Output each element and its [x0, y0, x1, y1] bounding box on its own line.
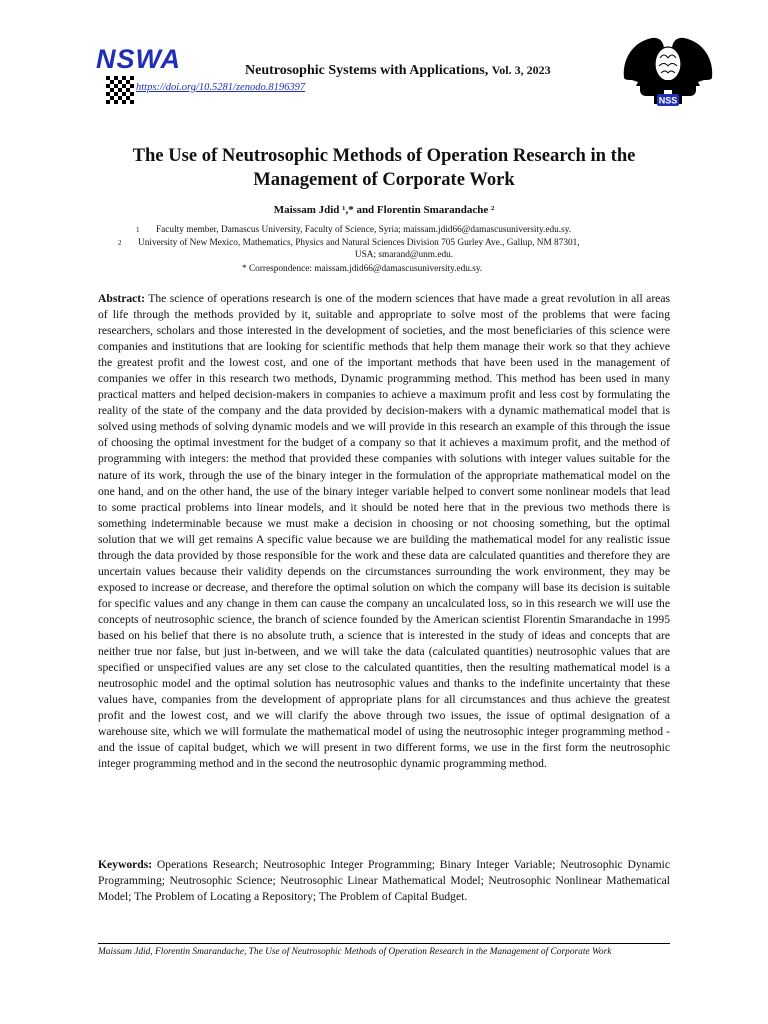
- journal-title: Neutrosophic Systems with Applications,: [245, 63, 489, 78]
- affiliation-1-text: Faculty member, Damascus University, Faculty of Science, Syria; maissam.jdid66@damascusuniversity.edu.sy.: [156, 225, 572, 235]
- affiliation-1: [136, 224, 571, 236]
- abstract-label: Abstract:: [98, 292, 146, 305]
- abstract: [98, 291, 670, 772]
- title-line-2: Management of Corporate Work: [253, 169, 515, 190]
- page-footer: Maissam Jdid, Florentin Smarandache, The Use of Neutrosophic Methods of Operation Research in the Management of Corporate Work: [98, 947, 612, 957]
- journal-volume: Vol. 3, 2023: [491, 63, 551, 77]
- correspondence: * Correspondence: maissam.jdid66@damascusuniversity.edu.sy.: [242, 264, 483, 274]
- bulb-icon: [655, 47, 681, 81]
- checkerboard-icon: [106, 76, 134, 104]
- affiliation-2: [118, 237, 670, 261]
- paper-title: [90, 144, 678, 192]
- journal-name: [245, 63, 551, 79]
- affiliation-2-text: University of New Mexico, Mathematics, Physics and Natural Sciences Division 705 Gurley Ave., Gallup, NM 87301,: [138, 238, 580, 248]
- affiliation-2-number: 2: [118, 239, 122, 247]
- footer-divider: [98, 943, 670, 944]
- nswa-logo-text: NSWA: [96, 44, 181, 74]
- doi-link[interactable]: https://doi.org/10.5281/zenodo.8196397: [136, 82, 306, 93]
- nss-badge-text: NSS: [658, 95, 678, 106]
- title-line-1: The Use of Neutrosophic Methods of Operation Research in the: [132, 145, 636, 166]
- journal-logo-left: [96, 44, 196, 116]
- affiliation-2-continued: USA; smarand@unm.edu.: [354, 250, 454, 260]
- nss-logo: [618, 30, 718, 120]
- abstract-text: The science of operations research is one of the modern sciences that have made a great revolution in all areas of life through the methods provided by it, suitable and appropriate to solve most of the problems that were facing researchers, scholars and those interested in the development of societies, and the most beneficiaries of this science were companies and institutions that are looking for scientific methods that help them manage their work so that they achieve the greatest profit and the lowest cost, and one of the important methods that have been used in the management of companies we offer in this research two methods, Dynamic programming method. This method has been used in many practical matters and helped decision-makers in companies to achieve a maximum profit and less cost by formulating the reality of the state of the company and the data provided by decision-makers with a dynamic mathematical model that is solved using methods of solving dynamic models and we will provide in this research an example of this through the issue of choosing the optimal investment for the budget of a company so that it achieves a maximum profit, and the method of programming with integers: the method that provided these companies with solutions with integer values suitable for the nature of its work, through the use of the binary integer in the formulation of the appropriate mathematical model on the one hand, and on the other hand, the use of the binary integer variable helped to convert some nonlinear models that lead to some practical problems into linear models, and it should be noted here that in the previous two methods there is something indeterminable because we must make a decision in choosing or not choosing something, but the optimal solution that we will get remains A specific value because we are building the mathematical model for any realistic issue through the data provided by those responsible for the work and these data are calculated quantities and therefore they are uncertain values because their validity depends on the circumstances surrounding the work environment, they may be exposed to increase or decrease, and therefore the optimal solution on which the company will base its decision is suitable for specific values and any change in them can cause the company an uncalculated loss, so in this research we will use the concepts of neutrosophic science, the branch of science founded by the American scientist Florentin Smarandache in 1995 based on his belief that there is no absolute truth, a science that is interested in the study of ideas and concepts that are neither true nor false, but just in-between, and we will take the data (calculated quantities) neutrosophic values that are specified or unspecified values are any set close to the calculated quantities, then the resulting mathematical model is a neutrosophic model and the optimal solution has neutrosophic values and thanks to the indefinite uncertainty that these values have, companies from the development of appropriate plans for all circumstances and thus achieve the greatest profit and the lowest cost, and we will clarify the above through two issues, the issue of optimal designation of a warehouse site, which we will formulate the mathematical model of using the neutrosophic integer programming method - and the issue of capital budget, which we will present in two different forms, we use in the first form the neutrosophic integer programming method and in the second the neutrosophic dynamic programming method.: [98, 292, 670, 771]
- keywords: [98, 857, 670, 905]
- keywords-text: Operations Research; Neutrosophic Integer Programming; Binary Integer Variable; Neutrosophic Dynamic Programming; Neutrosophic Science; Neutrosophic Linear Mathematical Model; Neutrosophic Nonlinear Mathematical Model; The Problem of Locating a Repository; The Problem of Capital Budget.: [98, 858, 670, 904]
- author-list: Maissam Jdid ¹,* and Florentin Smarandache ²: [273, 204, 495, 216]
- affiliation-1-number: 1: [136, 226, 140, 234]
- keywords-label: Keywords:: [98, 858, 153, 871]
